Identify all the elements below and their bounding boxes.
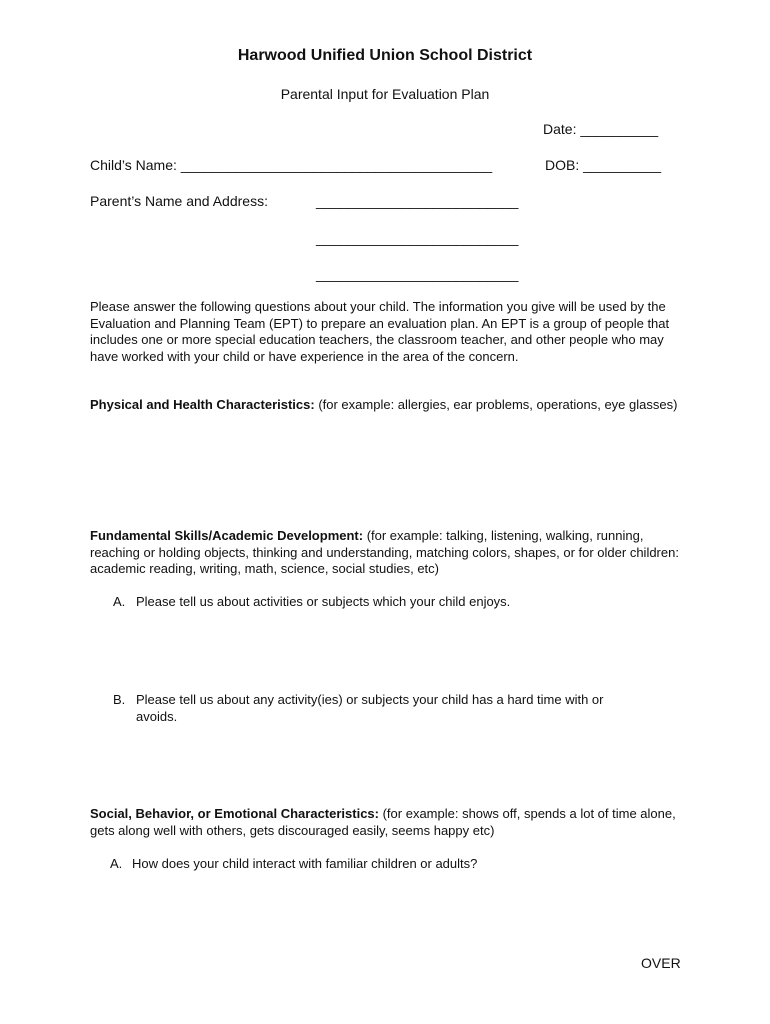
social-question-a bbox=[110, 856, 670, 876]
dob-field[interactable]: DOB: __________ bbox=[545, 157, 661, 173]
social-note: (for example: shows off, spends a lot of time alone, gets along well with others, gets discouraged easily, seems happy etc) bbox=[90, 806, 676, 838]
social-section bbox=[90, 806, 680, 839]
intro-paragraph: Please answer the following questions about your child. The information you give will be used by the Evaluation and Planning Team (EPT) to prepare an evaluation plan. An EPT is a group of people that includes one or more special education teachers, the classroom teacher, and other people who may have worked with your child or have experience in the area of the concern. bbox=[90, 299, 670, 364]
document-subtitle: Parental Input for Evaluation Plan bbox=[280, 86, 490, 102]
address-line-3[interactable]: __________________________ bbox=[316, 266, 519, 282]
address-line-2[interactable]: __________________________ bbox=[316, 230, 519, 246]
parent-name-label: Parent’s Name and Address: bbox=[90, 193, 268, 209]
question-text: Please tell us about any activity(ies) or subjects your child has a hard time with or avoids. bbox=[136, 692, 604, 724]
question-text: How does your child interact with familiar children or adults? bbox=[132, 856, 478, 871]
skills-question-b bbox=[113, 692, 673, 728]
physical-health-heading: Physical and Health Characteristics: bbox=[90, 397, 315, 412]
question-text: Please tell us about activities or subjects which your child enjoys. bbox=[136, 594, 511, 609]
skills-heading: Fundamental Skills/Academic Development: bbox=[90, 528, 364, 543]
document-title: Harwood Unified Union School District bbox=[237, 47, 533, 64]
date-field[interactable]: Date: __________ bbox=[543, 121, 659, 137]
physical-health-section bbox=[90, 397, 680, 414]
physical-health-note: (for example: allergies, ear problems, operations, eye glasses) bbox=[314, 397, 678, 412]
social-heading: Social, Behavior, or Emotional Characteristics: bbox=[90, 806, 379, 821]
over-label: OVER bbox=[641, 955, 681, 971]
question-letter: A. bbox=[110, 856, 123, 871]
skills-note: (for example: talking, listening, walking, running, reaching or holding objects, thinking and understanding, matching colors, shapes, or for older children: academic reading, writing, math, science, social studies, etc) bbox=[90, 528, 679, 576]
address-line-1[interactable]: __________________________ bbox=[316, 193, 519, 209]
question-letter: A. bbox=[113, 594, 126, 609]
skills-section bbox=[90, 528, 680, 578]
question-letter: B. bbox=[113, 692, 126, 707]
child-name-field[interactable]: Child’s Name: ________________________________________ bbox=[90, 157, 493, 173]
skills-question-a bbox=[113, 594, 673, 614]
